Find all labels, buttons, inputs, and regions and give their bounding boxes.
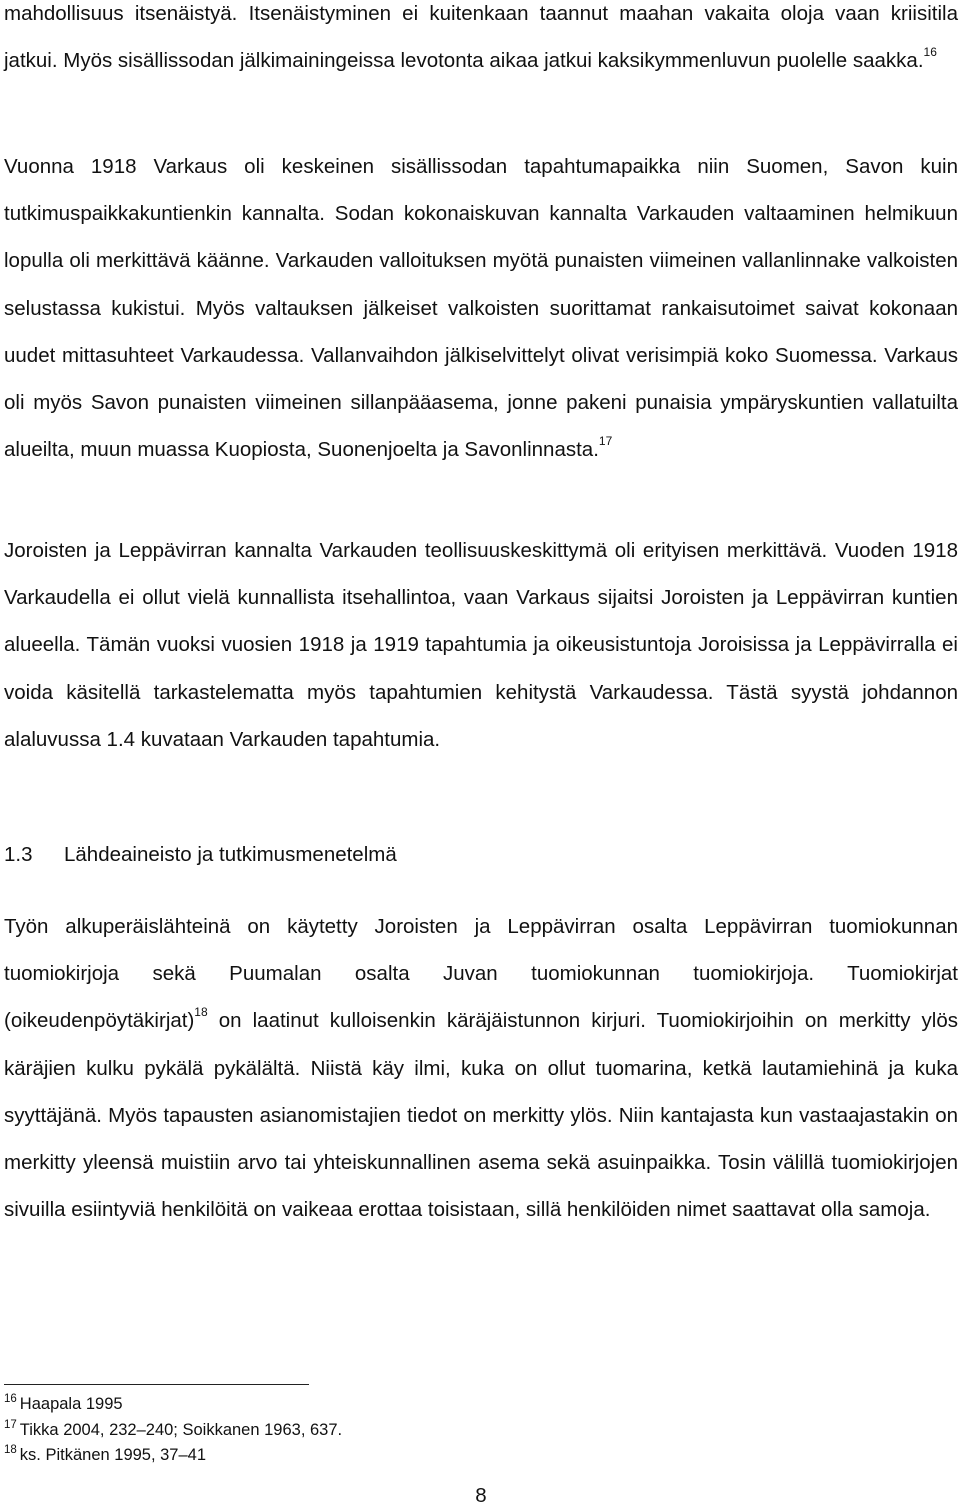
footnote: [4, 1443, 704, 1469]
footnotes: [4, 1392, 704, 1469]
paragraph: [4, 527, 958, 763]
page-number: 8: [475, 1484, 487, 1507]
paragraph-text: Joroisten ja Leppävirran kannalta Varkauden teollisuuskeskittymä oli erityisen merkittävä. Vuoden 1918 Varkaudella ei ollut vielä kunnallista itsehallintoa, vaan Varkaus sijaitsi Joroisten ja Leppävirran kuntien alueella. Tämän vuoksi vuosien 1918 ja 1919 tapahtumia ja oikeusistuntoja Joroisissa ja Leppävirralla ei voida käsitellä tarkastelematta myös tapahtumien kehitystä Varkaudessa. Tästä syystä johdannon alaluvussa 1.4 kuvataan Varkauden tapahtumia.: [4, 539, 958, 751]
footnote-text: ks. Pitkänen 1995, 37–41: [19, 1446, 207, 1464]
paragraph-text: Työn alkuperäislähteinä on käytetty Joroisten ja Leppävirran osalta Leppävirran tuomiokunnan tuomiokirjoja sekä Puumalan osalta Juvan tuomiokunnan tuomiokirjoja. Tuomiokirjat (oikeudenpöytäkirjat): [4, 915, 958, 1033]
footnote-number: 16: [4, 1393, 17, 1405]
paragraph: [4, 903, 958, 1233]
paragraph: [4, 0, 958, 84]
section-heading: [4, 840, 397, 870]
footnote-reference: 18: [194, 1005, 208, 1020]
section-title: Lähdeaineisto ja tutkimusmenetelmä: [64, 843, 397, 866]
paragraph-text: mahdollisuus itsenäistyä. Itsenäistyminen ei kuitenkaan taannut maahan vakaita oloja vaan kriisitila jatkui. Myös sisällissodan jälkimainingeissa levotonta aikaa jatkui kaksikymmenluvun puolelle saakka.: [4, 2, 958, 73]
footnote-text: Haapala 1995: [19, 1395, 123, 1413]
paragraph: [4, 143, 958, 473]
footnote-reference: 16: [923, 45, 937, 60]
paragraph-text: on laatinut kulloisenkin käräjäistunnon kirjuri. Tuomiokirjoihin on merkitty ylös käräjien kulku pykälä pykälältä. Niistä käy ilmi, kuka on ollut tuomarina, ketkä lautamiehinä ja kuka syyttäjänä. Myös tapausten asianomistajien tiedot on merkitty ylös. Niin kantajasta kun vastaajastakin on merkitty yleensä muistiin arvo tai yhteiskunnallinen asema sekä asuinpaikka. Tosin välillä tuomiokirjojen sivuilla esiintyviä henkilöitä on vaikeaa erottaa toisistaan, sillä henkilöiden nimet saattavat olla samoja.: [4, 1009, 958, 1222]
footnote: [4, 1392, 704, 1418]
footnote-text: Tikka 2004, 232–240; Soikkanen 1963, 637.: [19, 1420, 343, 1439]
section-number: 1.3: [4, 843, 33, 866]
footnote-reference: 17: [598, 434, 613, 449]
paragraph-text: Vuonna 1918 Varkaus oli keskeinen sisällissodan tapahtumapaikka niin Suomen, Savon kuin tutkimuspaikkakuntienkin kannalta. Sodan kokonaiskuvan kannalta Varkauden valtaaminen helmikuun lopulla oli merkittävä käänne. Varkauden valloituksen myötä punaisten viimeinen vallanlinnake valkoisten selustassa kukistui. Myös valtauksen jälkeiset valkoisten suorittamat rankaisutoimet saivat kokonaan uudet mittasuhteet Varkaudessa. Vallanvaihdon jälkiselvittelyt olivat verisimpiä koko Suomessa. Varkaus oli myös Savon punaisten viimeinen sillanpääasema, jonne pakeni punaisia ympäryskuntien vallatuilta alueilta, muun muassa Kuopiosta, Suonenjoelta ja Savonlinnasta.: [4, 155, 958, 462]
footnote-number: 17: [4, 1418, 17, 1431]
footnote-number: 18: [4, 1444, 17, 1456]
footnote-separator: [4, 1384, 309, 1385]
footnote: [4, 1418, 704, 1444]
